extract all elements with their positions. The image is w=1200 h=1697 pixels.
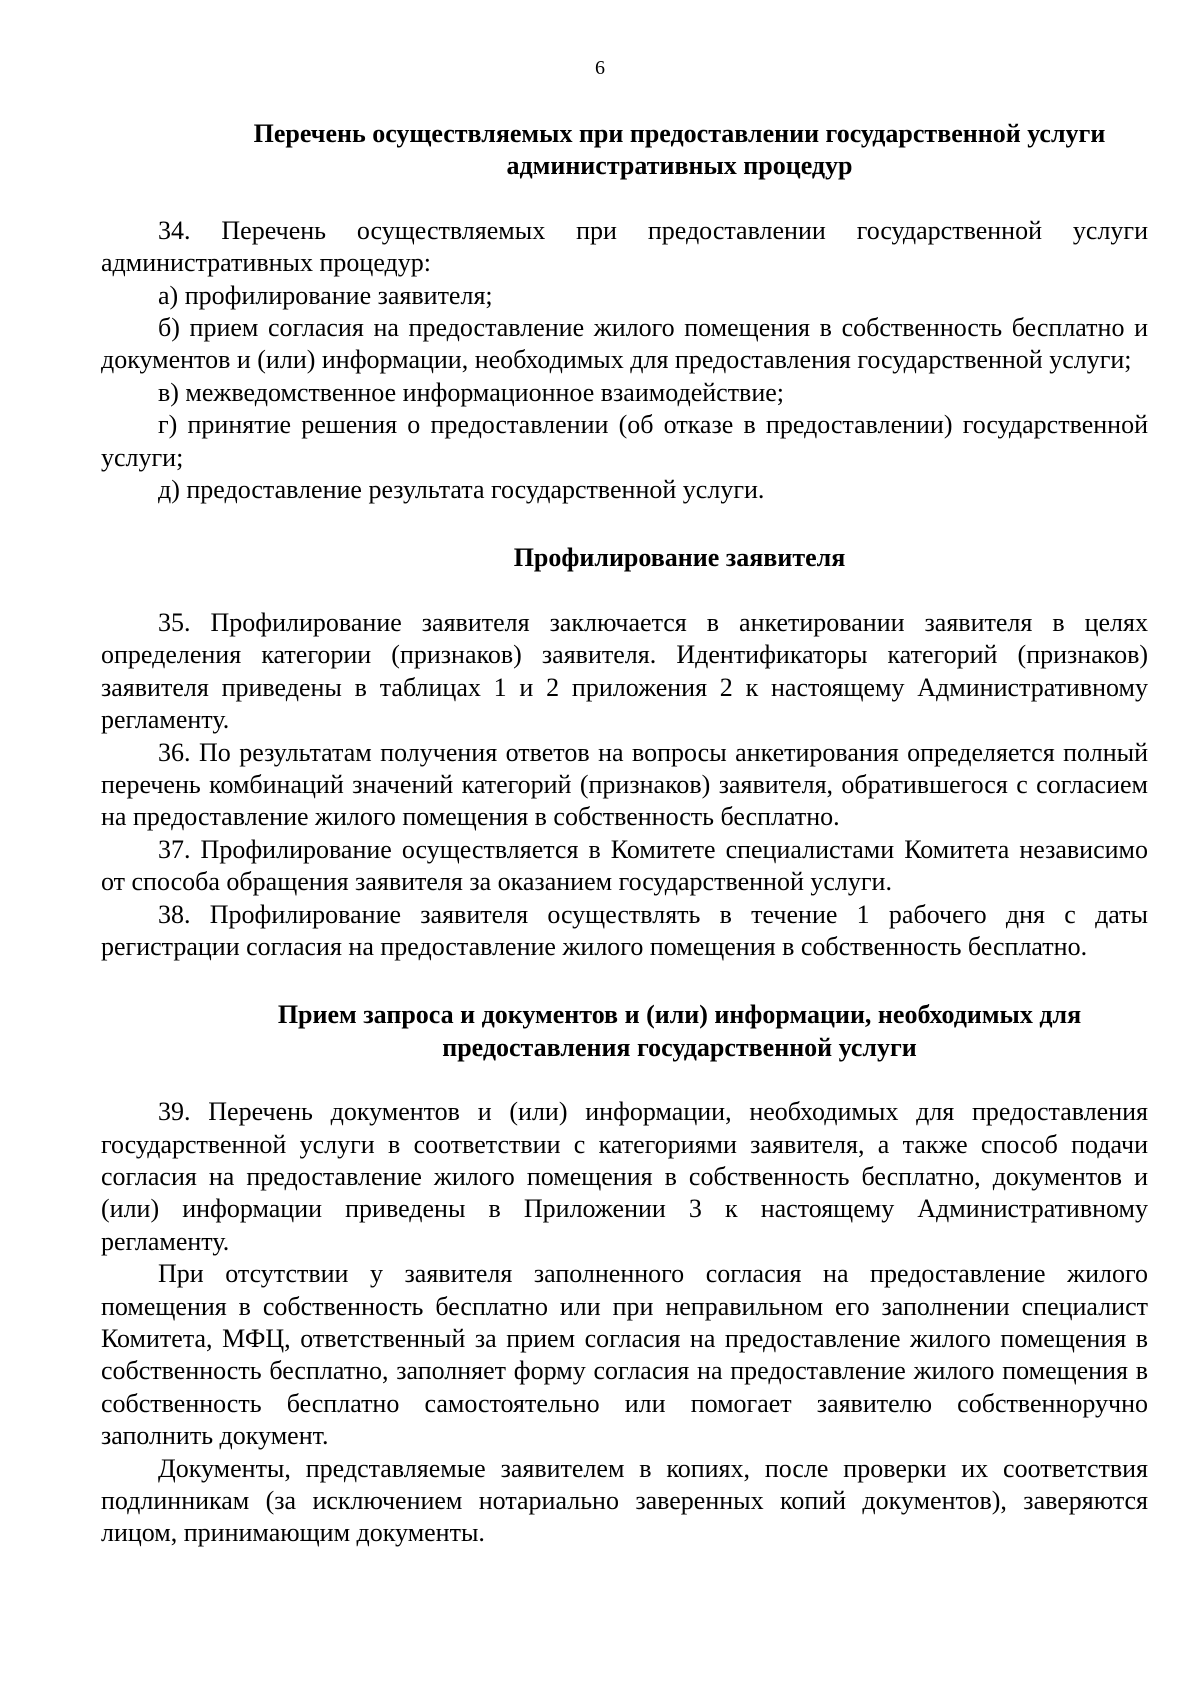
list-item: в) межведомственное информационное взаимодействие; (158, 377, 785, 407)
section-applicant-profiling (101, 542, 1148, 963)
paragraph: При отсутствии у заявителя заполненного согласия на предоставление жилого помещения в собственность бесплатно или при неправильном его заполнении специалист Комитета, МФЦ, ответственный за прием согласия на предоставление жилого помещения в собственность бесплатно, заполняет форму согласия на предоставление жилого помещения в собственность бесплатно самостоятельно или помогает заявителю собственноручно заполнить документ. (101, 1259, 1148, 1451)
heading-line: предоставления государственной услуги (442, 1032, 917, 1062)
paragraph: 35. Профилирование заявителя заключается в анкетировании заявителя в целях определения категории (признаков) заявителя. Идентификаторы категорий (признаков) заявителя приведены в таблицах 1 и 2 приложения 2 к настоящему Административному регламенту. (101, 607, 1148, 735)
list-item: б) прием согласия на предоставление жилого помещения в собственность бесплатно и документов и (или) информации, необходимых для предоставления государственной услуги; (101, 313, 1148, 375)
page-content (101, 118, 1148, 1550)
paragraph: 36. По результатам получения ответов на вопросы анкетирования определяется полный перечень комбинаций значений категорий (признаков) заявителя, обратившегося с согласием на предоставление жилого помещения в собственность бесплатно. (101, 737, 1148, 832)
heading-line: Профилирование заявителя (513, 543, 846, 573)
section-heading (101, 999, 1148, 1064)
paragraph: 34. Перечень осуществляемых при предоставлении государственной услуги административных процедур: (101, 215, 1148, 278)
paragraph: 37. Профилирование осуществляется в Комитете специалистами Комитета независимо от способа обращения заявителя за оказанием государственной услуги. (101, 834, 1148, 897)
section-admin-procedures (101, 118, 1148, 506)
paragraph: Документы, представляемые заявителем в копиях, после проверки их соответствия подлинникам (за исключением нотариально заверенных копий документов), заверяются лицом, принимающим документы. (101, 1453, 1148, 1548)
section-heading (101, 542, 1148, 574)
list-item: г) принятие решения о предоставлении (об отказе в предоставлении) государственной услуги; (101, 410, 1148, 472)
heading-line: Перечень осуществляемых при предоставлении государственной услуги (253, 119, 1106, 148)
section-request-reception (101, 999, 1148, 1550)
list-item: а) профилирование заявителя; (158, 280, 493, 310)
paragraph: 39. Перечень документов и (или) информации, необходимых для предоставления государственной услуги в соответствии с категориями заявителя, а также способ подачи согласия на предоставление жилого помещения в собственность бесплатно, документов и (или) информации приведены в Приложении 3 к настоящему Административному регламенту. (101, 1097, 1148, 1256)
section-heading (101, 118, 1148, 183)
page-number: 6 (595, 57, 605, 79)
list-item: д) предоставление результата государственной услуги. (158, 475, 765, 505)
paragraph: 38. Профилирование заявителя осуществлять в течение 1 рабочего дня с даты регистрации согласия на предоставление жилого помещения в собственность бесплатно. (101, 899, 1148, 961)
heading-line: Прием запроса и документов и (или) информации, необходимых для (277, 1000, 1082, 1030)
heading-line: административных процедур (506, 151, 853, 181)
